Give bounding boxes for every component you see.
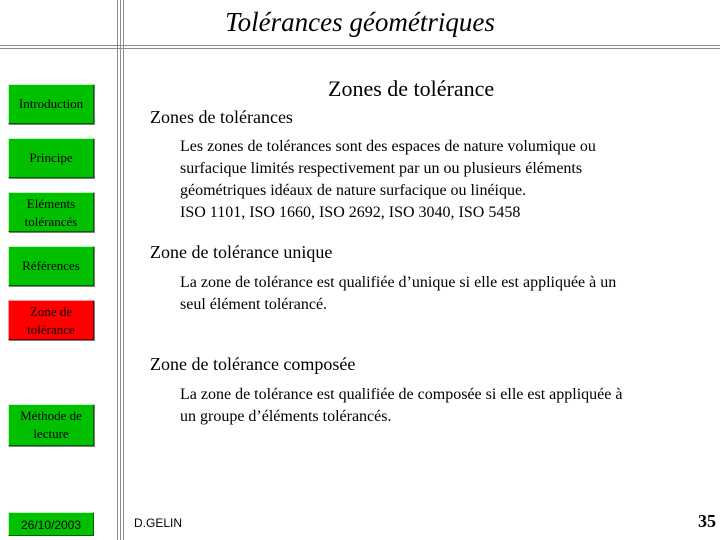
nav-introduction-label: Introduction [18,96,84,111]
nav-zone-tolerance-button[interactable] [8,300,94,340]
section-body-zones [180,136,690,224]
section-heading-unique: Zone de tolérance unique [150,242,333,262]
section-body-zones-line1: Les zones de tolérances sont des espaces de nature volumique ou [180,138,596,155]
page-number: 35 [698,511,716,531]
nav-methode-lecture-label-line1: Méthode de [20,408,82,423]
nav-introduction-button[interactable] [8,84,94,124]
nav-elements-toleres-label-line2: tolérancés [24,214,78,229]
section-heading-zones: Zones de tolérances [150,107,293,127]
section-body-unique-line1: La zone de tolérance est qualifiée d’unique si elle est appliquée à un [180,274,617,291]
section-body-unique [180,272,690,316]
nav-zone-tolerance-label-line1: Zone de [29,304,73,319]
sidebar-divider-2 [120,0,121,540]
nav-methode-lecture-label-line2: lecture [33,426,69,441]
footer-date-badge [8,512,94,536]
sidebar-divider-1 [117,0,118,540]
nav-zone-tolerance-label-line2: tolérance [27,322,75,337]
nav-elements-toleres-button[interactable] [8,192,94,232]
section-heading-composee: Zone de tolérance composée [150,354,356,374]
nav-elements-toleres-label-line1: Eléments [26,196,76,211]
section-body-zones-line3: géométriques idéaux de nature surfacique ou linéique. [180,182,527,199]
section-body-composee [180,384,690,428]
nav-references-button[interactable] [8,246,94,286]
footer-author: D.GELIN [134,516,183,530]
footer-date: 26/10/2003 [20,518,82,532]
nav-methode-lecture-button[interactable] [8,404,94,446]
section-body-unique-line2: seul élément tolérancé. [180,296,328,313]
slide-subtitle: Zones de tolérance [328,76,495,101]
header-divider-top [0,45,720,46]
section-body-zones-line2: surfacique limités respectivement par un ou plusieurs éléments [180,160,583,177]
nav-principe-label: Principe [29,150,73,165]
nav-references-label: Références [22,258,80,273]
nav-principe-button[interactable] [8,138,94,178]
section-body-composee-line2: un groupe d’éléments tolérancés. [180,408,392,425]
slide-title: Tolérances géométriques [225,7,495,37]
sidebar-divider-3 [123,0,124,540]
header-divider-bottom [0,48,720,49]
section-body-composee-line1: La zone de tolérance est qualifiée de composée si elle est appliquée à [180,386,623,403]
slide-header [0,0,720,48]
section-body-zones-line4: ISO 1101, ISO 1660, ISO 2692, ISO 3040, ISO 5458 [180,204,521,221]
